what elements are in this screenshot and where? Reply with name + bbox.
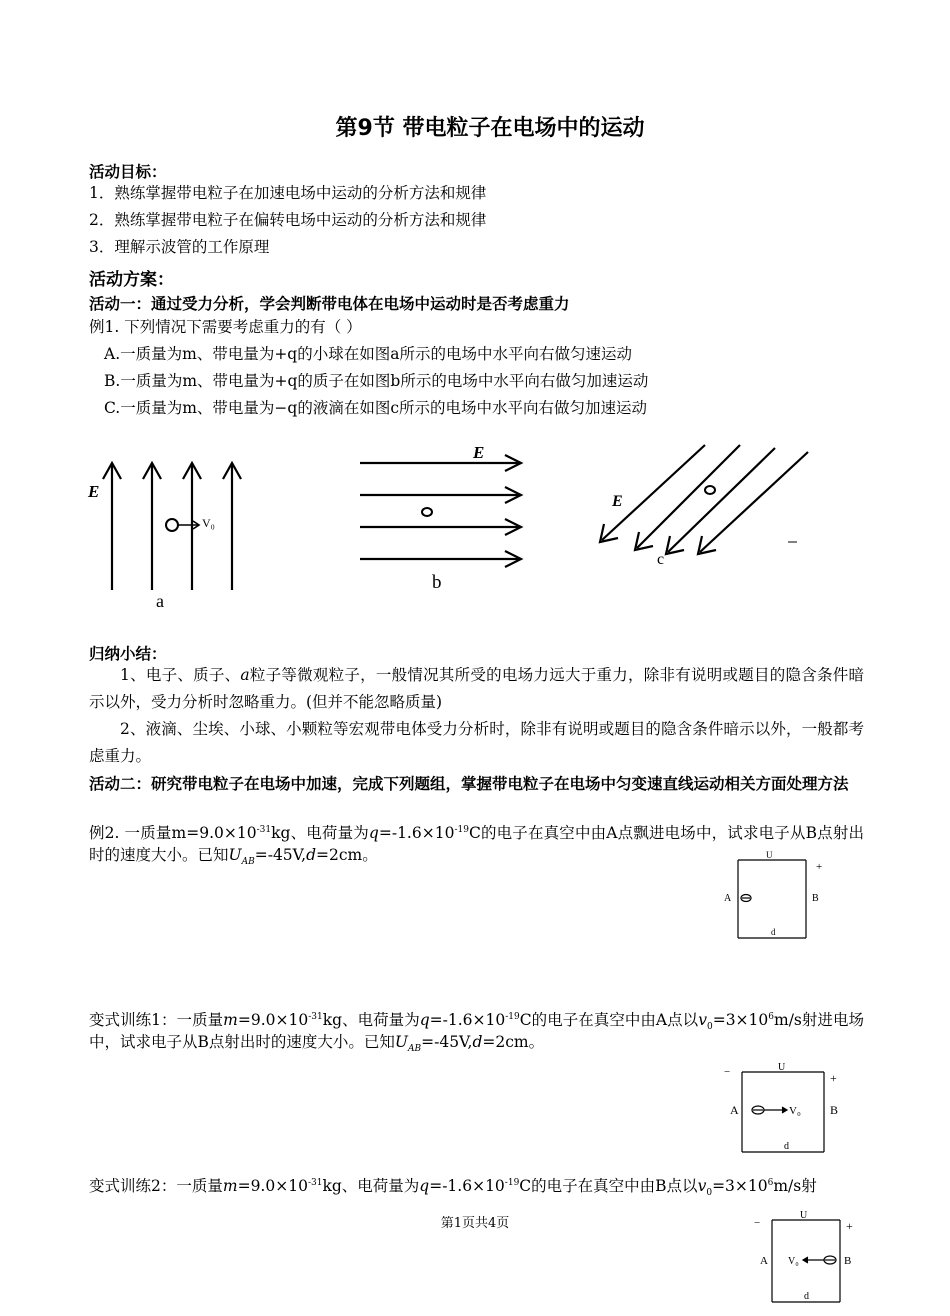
- svg-text:B: B: [812, 893, 819, 904]
- svg-text:U: U: [766, 850, 773, 860]
- goals-heading: 活动目标：: [89, 163, 167, 181]
- svg-text:d: d: [784, 1141, 789, 1152]
- svg-text:+: +: [846, 1219, 853, 1233]
- summary-paragraph-2: 2、液滴、尘埃、小球、小颗粒等宏观带电体受力分析时，除非有说明或题目的隐含条件暗示以外，一般都考虑重力。: [89, 720, 864, 765]
- plan-heading: 活动方案：: [89, 270, 174, 290]
- summary-heading: 归纳小结：: [89, 645, 167, 663]
- svg-text:U: U: [778, 1062, 786, 1073]
- goal-1: 1．熟练掌握带电粒子在加速电场中运动的分析方法和规律: [89, 184, 487, 202]
- example1-question: 例1. 下列情况下需要考虑重力的有（ ）: [89, 318, 362, 336]
- figure-a-v0-label: V₀: [202, 516, 215, 530]
- svg-text:U: U: [800, 1210, 808, 1221]
- svg-text:d: d: [804, 1291, 809, 1302]
- figure-variant1-plates: [722, 1060, 852, 1165]
- goal-2: 2．熟练掌握带电粒子在偏转电场中运动的分析方法和规律: [89, 211, 487, 229]
- svg-text:B: B: [844, 1255, 852, 1267]
- figure-c-field-diagonal: [590, 440, 820, 575]
- figure-b-field-horizontal: [355, 445, 535, 595]
- page-footer: 第1页共4页: [440, 1216, 510, 1231]
- summary-paragraph-1: 1、电子、质子、a粒子等微观粒子，一般情况其所受的电场力远大于重力，除非有说明或题目的隐含条件暗示以外，受力分析时忽略重力。(但并不能忽略质量): [89, 666, 864, 711]
- figure-a-field-vertical: [86, 455, 246, 610]
- svg-text:d: d: [771, 927, 776, 937]
- svg-text:−: −: [724, 1066, 731, 1078]
- figure-b-caption: b: [432, 572, 442, 593]
- activity1-heading: 活动一：通过受力分析，学会判断带电体在电场中运动时是否考虑重力: [89, 295, 570, 313]
- svg-text:V₀: V₀: [789, 1105, 801, 1117]
- svg-text:+: +: [830, 1071, 837, 1085]
- svg-text:B: B: [830, 1103, 839, 1117]
- figure-c-e-label: E: [612, 493, 623, 510]
- figure-a-caption: a: [156, 591, 164, 610]
- option-b: B.一质量为m、带电量为+q的质子在如图b所示的电场中水平向右做匀加速运动: [104, 372, 649, 390]
- figure-a-e-label: E: [88, 482, 100, 501]
- variant1-text: 变式训练1：一质量$m=9.0\times 10^{-31}kg$、电荷量为$q=-1.6\times 10^{-19}C$的电子在真空中由A点以$v_0=3\times 10^6m/s$射进电场中，试求电子从B点射出时的速度大小。已知$U_{AB}=-45V,d=2cm$。: [89, 1011, 864, 1055]
- option-c: C.一质量为m、带电量为−q的液滴在如图c所示的电场中水平向右做匀加速运动: [104, 399, 648, 417]
- figure-b-e-label: E: [473, 445, 485, 462]
- svg-text:+: +: [816, 861, 823, 873]
- goal-3: 3．理解示波管的工作原理: [89, 238, 270, 256]
- svg-text:V₀: V₀: [788, 1256, 799, 1267]
- activity2-heading: 活动二：研究带电粒子在电场中加速，完成下列题组，掌握带电粒子在电场中匀变速直线运动相关方面处理方法: [89, 775, 849, 793]
- figure-c-caption: c: [657, 551, 665, 568]
- variant2-text: 变式训练2：一质量$m=9.0\times 10^{-31}kg$、电荷量为$q=-1.6\times 10^{-19}C$的电子在真空中由B点以$v_0=3\times 10^6m/s$射: [89, 1177, 817, 1199]
- svg-text:A: A: [730, 1103, 739, 1117]
- example2-text: 例2. 一质量$m=9.0\times 10^{-31}kg$、电荷量为$q=-1.6\times 10^{-19}C$的电子在真空中由A点飘进电场中，试求电子从B点射出时的速度大小。已知$U_{AB}=-45V,d=2cm$。: [89, 824, 864, 868]
- figure-example2-plates: [720, 850, 840, 950]
- option-a: A.一质量为m、带电量为+q的小球在如图a所示的电场中水平向右做匀速运动: [104, 345, 632, 363]
- svg-text:−: −: [754, 1217, 761, 1229]
- svg-text:A: A: [724, 893, 732, 904]
- page-title: 第9节 带电粒子在电场中的运动: [335, 116, 645, 141]
- svg-text:A: A: [760, 1255, 768, 1267]
